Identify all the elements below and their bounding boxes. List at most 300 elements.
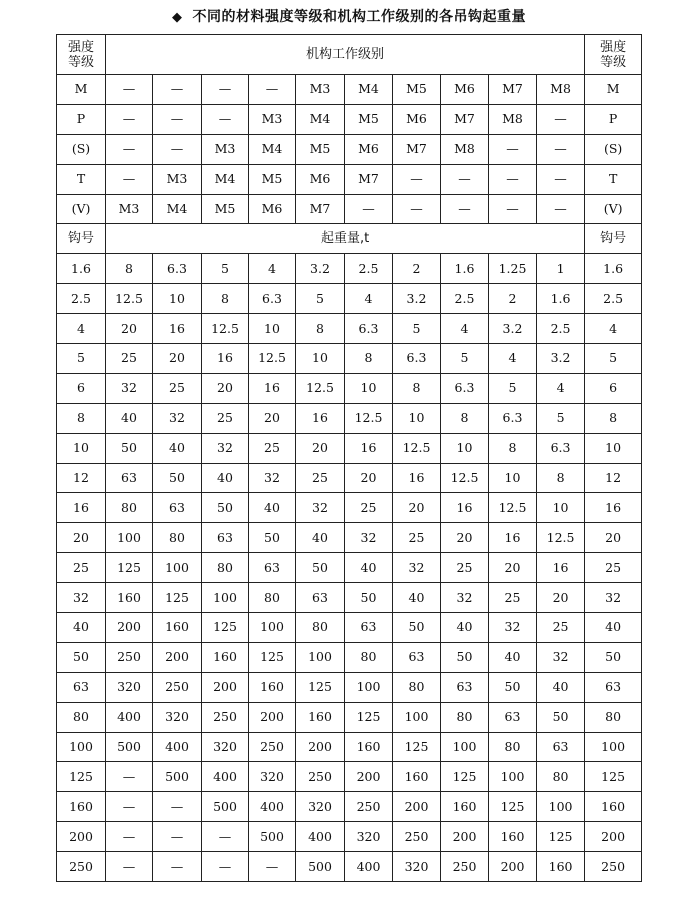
capacity-cell: 1.25 — [489, 254, 537, 284]
capacity-cell: 32 — [106, 373, 153, 403]
capacity-cell: 6.3 — [345, 314, 393, 344]
capacity-cell: 400 — [296, 822, 345, 852]
capacity-cell: 125 — [345, 702, 393, 732]
capacity-cell: 16 — [296, 403, 345, 433]
mechanism-class-cell: — — [153, 75, 202, 105]
title-text: 不同的材料强度等级和机构工作级别的各吊钩起重量 — [192, 9, 526, 25]
grade-row — [57, 104, 642, 134]
capacity-cell: 20 — [537, 583, 585, 613]
capacity-cell: 6.3 — [249, 284, 296, 314]
hook-number-cell: 10 — [57, 433, 106, 463]
capacity-cell: 10 — [441, 433, 489, 463]
table-row — [57, 314, 642, 344]
capacity-cell: 125 — [153, 583, 202, 613]
capacity-cell: 16 — [537, 553, 585, 583]
hook-number-cell: 20 — [57, 523, 106, 553]
capacity-header-row — [57, 224, 642, 254]
capacity-cell: 40 — [393, 583, 441, 613]
header-right-line2: 等级 — [600, 54, 627, 70]
mechanism-class-cell: M8 — [537, 75, 585, 105]
capacity-cell: 4 — [537, 373, 585, 403]
table-row — [57, 344, 642, 374]
capacity-cell: 125 — [249, 642, 296, 672]
capacity-cell: 40 — [441, 613, 489, 643]
grade-row — [57, 134, 642, 164]
hook-number-cell: 160 — [57, 792, 106, 822]
page-title — [0, 6, 698, 28]
capacity-cell: 2.5 — [441, 284, 489, 314]
mechanism-class-cell: — — [153, 134, 202, 164]
strength-grade-cell: T — [585, 164, 642, 194]
mechanism-class-cell: — — [489, 164, 537, 194]
mechanism-class-header: 机构工作级别 — [106, 35, 585, 75]
table-row — [57, 822, 642, 852]
capacity-cell: 250 — [106, 642, 153, 672]
capacity-cell: 5 — [441, 344, 489, 374]
hook-number-cell: 125 — [57, 762, 106, 792]
header-row — [57, 35, 642, 75]
capacity-cell: 2.5 — [537, 314, 585, 344]
capacity-cell: 160 — [106, 583, 153, 613]
capacity-cell: 200 — [345, 762, 393, 792]
capacity-cell: 200 — [296, 732, 345, 762]
mechanism-class-cell: — — [202, 75, 249, 105]
hook-number-cell: 250 — [585, 852, 642, 882]
hook-capacity-table — [56, 34, 642, 882]
hook-number-cell: 32 — [57, 583, 106, 613]
mechanism-class-cell: M3 — [249, 104, 296, 134]
capacity-cell: 320 — [202, 732, 249, 762]
capacity-cell: 320 — [153, 702, 202, 732]
mechanism-class-cell: — — [393, 164, 441, 194]
capacity-cell: 100 — [202, 583, 249, 613]
hook-number-cell: 5 — [585, 344, 642, 374]
hook-number-cell: 1.6 — [57, 254, 106, 284]
hook-number-cell: 100 — [57, 732, 106, 762]
capacity-cell: 12.5 — [489, 493, 537, 523]
hook-number-cell: 4 — [585, 314, 642, 344]
capacity-cell: 16 — [249, 373, 296, 403]
mechanism-class-cell: M6 — [441, 75, 489, 105]
capacity-cell: 400 — [345, 852, 393, 882]
capacity-cell: 1 — [537, 254, 585, 284]
capacity-cell: 12.5 — [345, 403, 393, 433]
capacity-cell: 250 — [296, 762, 345, 792]
mechanism-class-cell: M6 — [345, 134, 393, 164]
capacity-cell: 80 — [537, 762, 585, 792]
capacity-cell: 8 — [489, 433, 537, 463]
table-row — [57, 433, 642, 463]
mechanism-class-cell: M8 — [489, 104, 537, 134]
capacity-cell: 100 — [106, 523, 153, 553]
capacity-cell: 50 — [249, 523, 296, 553]
capacity-cell: 50 — [489, 672, 537, 702]
capacity-cell: 80 — [153, 523, 202, 553]
table-row — [57, 642, 642, 672]
capacity-cell: 63 — [393, 642, 441, 672]
hook-number-cell: 80 — [57, 702, 106, 732]
mechanism-class-cell: M4 — [249, 134, 296, 164]
capacity-cell: — — [106, 852, 153, 882]
capacity-cell: 160 — [537, 852, 585, 882]
capacity-cell: 160 — [202, 642, 249, 672]
capacity-cell: 80 — [345, 642, 393, 672]
capacity-cell: 6.3 — [489, 403, 537, 433]
capacity-cell: 25 — [393, 523, 441, 553]
mechanism-class-cell: M7 — [489, 75, 537, 105]
capacity-cell: 6.3 — [153, 254, 202, 284]
hook-number-cell: 1.6 — [585, 254, 642, 284]
capacity-cell: 16 — [441, 493, 489, 523]
hook-number-cell: 20 — [585, 523, 642, 553]
hook-number-cell: 50 — [57, 642, 106, 672]
capacity-cell: 8 — [202, 284, 249, 314]
capacity-cell: 320 — [393, 852, 441, 882]
capacity-cell: — — [106, 762, 153, 792]
capacity-cell: 63 — [153, 493, 202, 523]
capacity-cell: 200 — [441, 822, 489, 852]
hook-number-header: 钩号 — [57, 224, 106, 254]
hook-number-cell: 16 — [57, 493, 106, 523]
capacity-cell: 20 — [249, 403, 296, 433]
capacity-cell: 125 — [393, 732, 441, 762]
capacity-cell: 100 — [249, 613, 296, 643]
capacity-cell: 100 — [153, 553, 202, 583]
capacity-cell: 20 — [489, 553, 537, 583]
capacity-cell: 250 — [202, 702, 249, 732]
capacity-cell: 2 — [393, 254, 441, 284]
capacity-cell: 25 — [489, 583, 537, 613]
capacity-cell: 100 — [345, 672, 393, 702]
capacity-cell: 6.3 — [441, 373, 489, 403]
capacity-cell: 40 — [153, 433, 202, 463]
capacity-cell: 63 — [537, 732, 585, 762]
hook-number-cell: 10 — [585, 433, 642, 463]
capacity-cell: — — [202, 852, 249, 882]
hook-number-cell: 50 — [585, 642, 642, 672]
table-row — [57, 702, 642, 732]
header-right-line1: 强度 — [600, 39, 627, 55]
table-row — [57, 762, 642, 792]
strength-grade-header-left — [57, 35, 106, 75]
capacity-cell: 3.2 — [489, 314, 537, 344]
capacity-cell: 20 — [296, 433, 345, 463]
capacity-cell: 320 — [296, 792, 345, 822]
capacity-cell: 20 — [393, 493, 441, 523]
mechanism-class-cell: M4 — [296, 104, 345, 134]
capacity-cell: 25 — [202, 403, 249, 433]
capacity-cell: 5 — [393, 314, 441, 344]
capacity-cell: 80 — [106, 493, 153, 523]
table-row — [57, 493, 642, 523]
capacity-cell: 320 — [345, 822, 393, 852]
capacity-cell: 32 — [249, 463, 296, 493]
table-row — [57, 254, 642, 284]
capacity-cell: — — [153, 852, 202, 882]
capacity-cell: 50 — [202, 493, 249, 523]
mechanism-class-cell: M5 — [345, 104, 393, 134]
capacity-cell: 12.5 — [202, 314, 249, 344]
capacity-cell: 500 — [153, 762, 202, 792]
capacity-cell: 500 — [106, 732, 153, 762]
capacity-cell: 40 — [249, 493, 296, 523]
capacity-cell: 6.3 — [393, 344, 441, 374]
table-body — [57, 35, 642, 882]
capacity-cell: 32 — [345, 523, 393, 553]
capacity-cell: 40 — [106, 403, 153, 433]
capacity-cell: 160 — [441, 792, 489, 822]
capacity-cell: — — [106, 792, 153, 822]
mechanism-class-cell: — — [106, 104, 153, 134]
mechanism-class-cell: M7 — [393, 134, 441, 164]
capacity-cell: 8 — [345, 344, 393, 374]
capacity-cell: 20 — [153, 344, 202, 374]
capacity-cell: 16 — [393, 463, 441, 493]
mechanism-class-cell: M5 — [202, 194, 249, 224]
capacity-cell: 32 — [153, 403, 202, 433]
capacity-cell: 125 — [489, 792, 537, 822]
capacity-cell: 32 — [296, 493, 345, 523]
hook-number-cell: 6 — [585, 373, 642, 403]
capacity-cell: 400 — [202, 762, 249, 792]
capacity-cell: 10 — [345, 373, 393, 403]
strength-grade-cell: P — [57, 104, 106, 134]
capacity-cell: 32 — [202, 433, 249, 463]
capacity-cell: 63 — [345, 613, 393, 643]
capacity-cell: 63 — [441, 672, 489, 702]
hook-number-cell: 25 — [57, 553, 106, 583]
capacity-cell: 5 — [296, 284, 345, 314]
mechanism-class-cell: M3 — [153, 164, 202, 194]
capacity-cell: 5 — [202, 254, 249, 284]
capacity-cell: 10 — [249, 314, 296, 344]
capacity-cell: 400 — [153, 732, 202, 762]
mechanism-class-cell: — — [106, 134, 153, 164]
mechanism-class-cell: — — [393, 194, 441, 224]
hook-number-cell: 12 — [57, 463, 106, 493]
capacity-cell: 125 — [537, 822, 585, 852]
strength-grade-cell: M — [57, 75, 106, 105]
mechanism-class-cell: — — [106, 164, 153, 194]
capacity-cell: 500 — [249, 822, 296, 852]
capacity-cell: 32 — [441, 583, 489, 613]
mechanism-class-cell: — — [345, 194, 393, 224]
table-row — [57, 583, 642, 613]
capacity-cell: 63 — [106, 463, 153, 493]
capacity-cell: 3.2 — [296, 254, 345, 284]
hook-number-cell: 32 — [585, 583, 642, 613]
capacity-cell: 100 — [441, 732, 489, 762]
strength-grade-header-right — [585, 35, 642, 75]
capacity-cell: 320 — [249, 762, 296, 792]
lifting-capacity-header: 起重量,t — [106, 224, 585, 254]
hook-number-cell: 250 — [57, 852, 106, 882]
mechanism-class-cell: — — [249, 75, 296, 105]
capacity-cell: 10 — [393, 403, 441, 433]
capacity-cell: 32 — [537, 642, 585, 672]
capacity-cell: 3.2 — [393, 284, 441, 314]
mechanism-class-cell: M3 — [202, 134, 249, 164]
capacity-cell: 50 — [296, 553, 345, 583]
capacity-cell: 250 — [345, 792, 393, 822]
capacity-cell: 160 — [296, 702, 345, 732]
capacity-cell: 100 — [393, 702, 441, 732]
capacity-cell: 125 — [441, 762, 489, 792]
mechanism-class-cell: M4 — [202, 164, 249, 194]
mechanism-class-cell: — — [537, 104, 585, 134]
capacity-cell: 16 — [202, 344, 249, 374]
table-row — [57, 373, 642, 403]
capacity-cell: 20 — [106, 314, 153, 344]
mechanism-class-cell: — — [537, 134, 585, 164]
strength-grade-cell: (S) — [585, 134, 642, 164]
capacity-cell: 63 — [249, 553, 296, 583]
mechanism-class-cell: — — [441, 194, 489, 224]
capacity-cell: 2.5 — [345, 254, 393, 284]
table-row — [57, 463, 642, 493]
diamond-bullet-icon: ◆ — [172, 10, 183, 25]
capacity-cell: 12.5 — [537, 523, 585, 553]
mechanism-class-cell: M6 — [393, 104, 441, 134]
capacity-cell: 250 — [153, 672, 202, 702]
capacity-cell: — — [106, 822, 153, 852]
strength-grade-cell: (S) — [57, 134, 106, 164]
hook-number-cell: 4 — [57, 314, 106, 344]
capacity-cell: 40 — [537, 672, 585, 702]
capacity-cell: 6.3 — [537, 433, 585, 463]
capacity-cell: 25 — [345, 493, 393, 523]
table-row — [57, 732, 642, 762]
table-row — [57, 553, 642, 583]
hook-number-cell: 8 — [57, 403, 106, 433]
capacity-cell: 50 — [393, 613, 441, 643]
capacity-cell: 40 — [296, 523, 345, 553]
strength-grade-cell: M — [585, 75, 642, 105]
capacity-cell: 80 — [393, 672, 441, 702]
capacity-cell: 8 — [441, 403, 489, 433]
capacity-cell: 20 — [202, 373, 249, 403]
capacity-cell: — — [153, 822, 202, 852]
capacity-cell: 25 — [441, 553, 489, 583]
capacity-cell: 250 — [393, 822, 441, 852]
hook-number-cell: 63 — [585, 672, 642, 702]
mechanism-class-cell: M5 — [393, 75, 441, 105]
capacity-cell: 80 — [441, 702, 489, 732]
capacity-cell: 3.2 — [537, 344, 585, 374]
capacity-cell: 80 — [489, 732, 537, 762]
mechanism-class-cell: M3 — [106, 194, 153, 224]
capacity-cell: 200 — [106, 613, 153, 643]
mechanism-class-cell: M7 — [296, 194, 345, 224]
hook-number-cell: 2.5 — [585, 284, 642, 314]
capacity-cell: 160 — [249, 672, 296, 702]
mechanism-class-cell: M7 — [441, 104, 489, 134]
grade-row — [57, 75, 642, 105]
capacity-cell: 63 — [202, 523, 249, 553]
capacity-cell: 80 — [296, 613, 345, 643]
capacity-cell: 50 — [537, 702, 585, 732]
capacity-cell: 100 — [537, 792, 585, 822]
hook-number-cell: 200 — [57, 822, 106, 852]
strength-grade-cell: (V) — [57, 194, 106, 224]
hook-number-cell: 80 — [585, 702, 642, 732]
header-left-line2: 等级 — [67, 54, 94, 70]
hook-number-cell: 12 — [585, 463, 642, 493]
capacity-cell: 8 — [537, 463, 585, 493]
capacity-cell: 50 — [153, 463, 202, 493]
capacity-cell: 63 — [296, 583, 345, 613]
capacity-cell: 4 — [249, 254, 296, 284]
mechanism-class-cell: — — [537, 164, 585, 194]
hook-number-cell: 8 — [585, 403, 642, 433]
mechanism-class-cell: — — [441, 164, 489, 194]
capacity-cell: 8 — [296, 314, 345, 344]
mechanism-class-cell: — — [153, 104, 202, 134]
capacity-cell: 50 — [441, 642, 489, 672]
capacity-cell: 16 — [345, 433, 393, 463]
capacity-cell: 100 — [296, 642, 345, 672]
hook-number-cell: 25 — [585, 553, 642, 583]
mechanism-class-cell: — — [537, 194, 585, 224]
capacity-cell: 400 — [106, 702, 153, 732]
capacity-cell: 5 — [489, 373, 537, 403]
capacity-cell: 200 — [489, 852, 537, 882]
capacity-cell: 25 — [106, 344, 153, 374]
capacity-cell: 50 — [106, 433, 153, 463]
capacity-cell: 2 — [489, 284, 537, 314]
table-row — [57, 284, 642, 314]
capacity-cell: 25 — [249, 433, 296, 463]
mechanism-class-cell: M8 — [441, 134, 489, 164]
capacity-cell: 125 — [106, 553, 153, 583]
grade-row — [57, 164, 642, 194]
capacity-cell: 16 — [153, 314, 202, 344]
capacity-cell: 250 — [441, 852, 489, 882]
capacity-cell: 1.6 — [441, 254, 489, 284]
hook-number-header: 钩号 — [585, 224, 642, 254]
capacity-cell: 200 — [249, 702, 296, 732]
capacity-cell: 160 — [345, 732, 393, 762]
capacity-cell: — — [202, 822, 249, 852]
hook-number-cell: 40 — [585, 613, 642, 643]
mechanism-class-cell: — — [489, 134, 537, 164]
mechanism-class-cell: — — [202, 104, 249, 134]
capacity-cell: 63 — [489, 702, 537, 732]
capacity-cell: 160 — [153, 613, 202, 643]
capacity-cell: 12.5 — [296, 373, 345, 403]
capacity-cell: — — [249, 852, 296, 882]
table-row — [57, 403, 642, 433]
capacity-cell: 40 — [489, 642, 537, 672]
capacity-cell: 200 — [202, 672, 249, 702]
capacity-cell: 12.5 — [106, 284, 153, 314]
hook-number-cell: 160 — [585, 792, 642, 822]
capacity-cell: 1.6 — [537, 284, 585, 314]
capacity-cell: 12.5 — [393, 433, 441, 463]
strength-grade-cell: (V) — [585, 194, 642, 224]
mechanism-class-cell: M4 — [345, 75, 393, 105]
capacity-cell: 8 — [106, 254, 153, 284]
capacity-cell: 320 — [106, 672, 153, 702]
hook-number-cell: 6 — [57, 373, 106, 403]
capacity-cell: 40 — [345, 553, 393, 583]
capacity-cell: 160 — [489, 822, 537, 852]
capacity-cell: 500 — [296, 852, 345, 882]
hook-number-cell: 125 — [585, 762, 642, 792]
capacity-cell: 4 — [489, 344, 537, 374]
capacity-cell: 10 — [489, 463, 537, 493]
mechanism-class-cell: M6 — [249, 194, 296, 224]
